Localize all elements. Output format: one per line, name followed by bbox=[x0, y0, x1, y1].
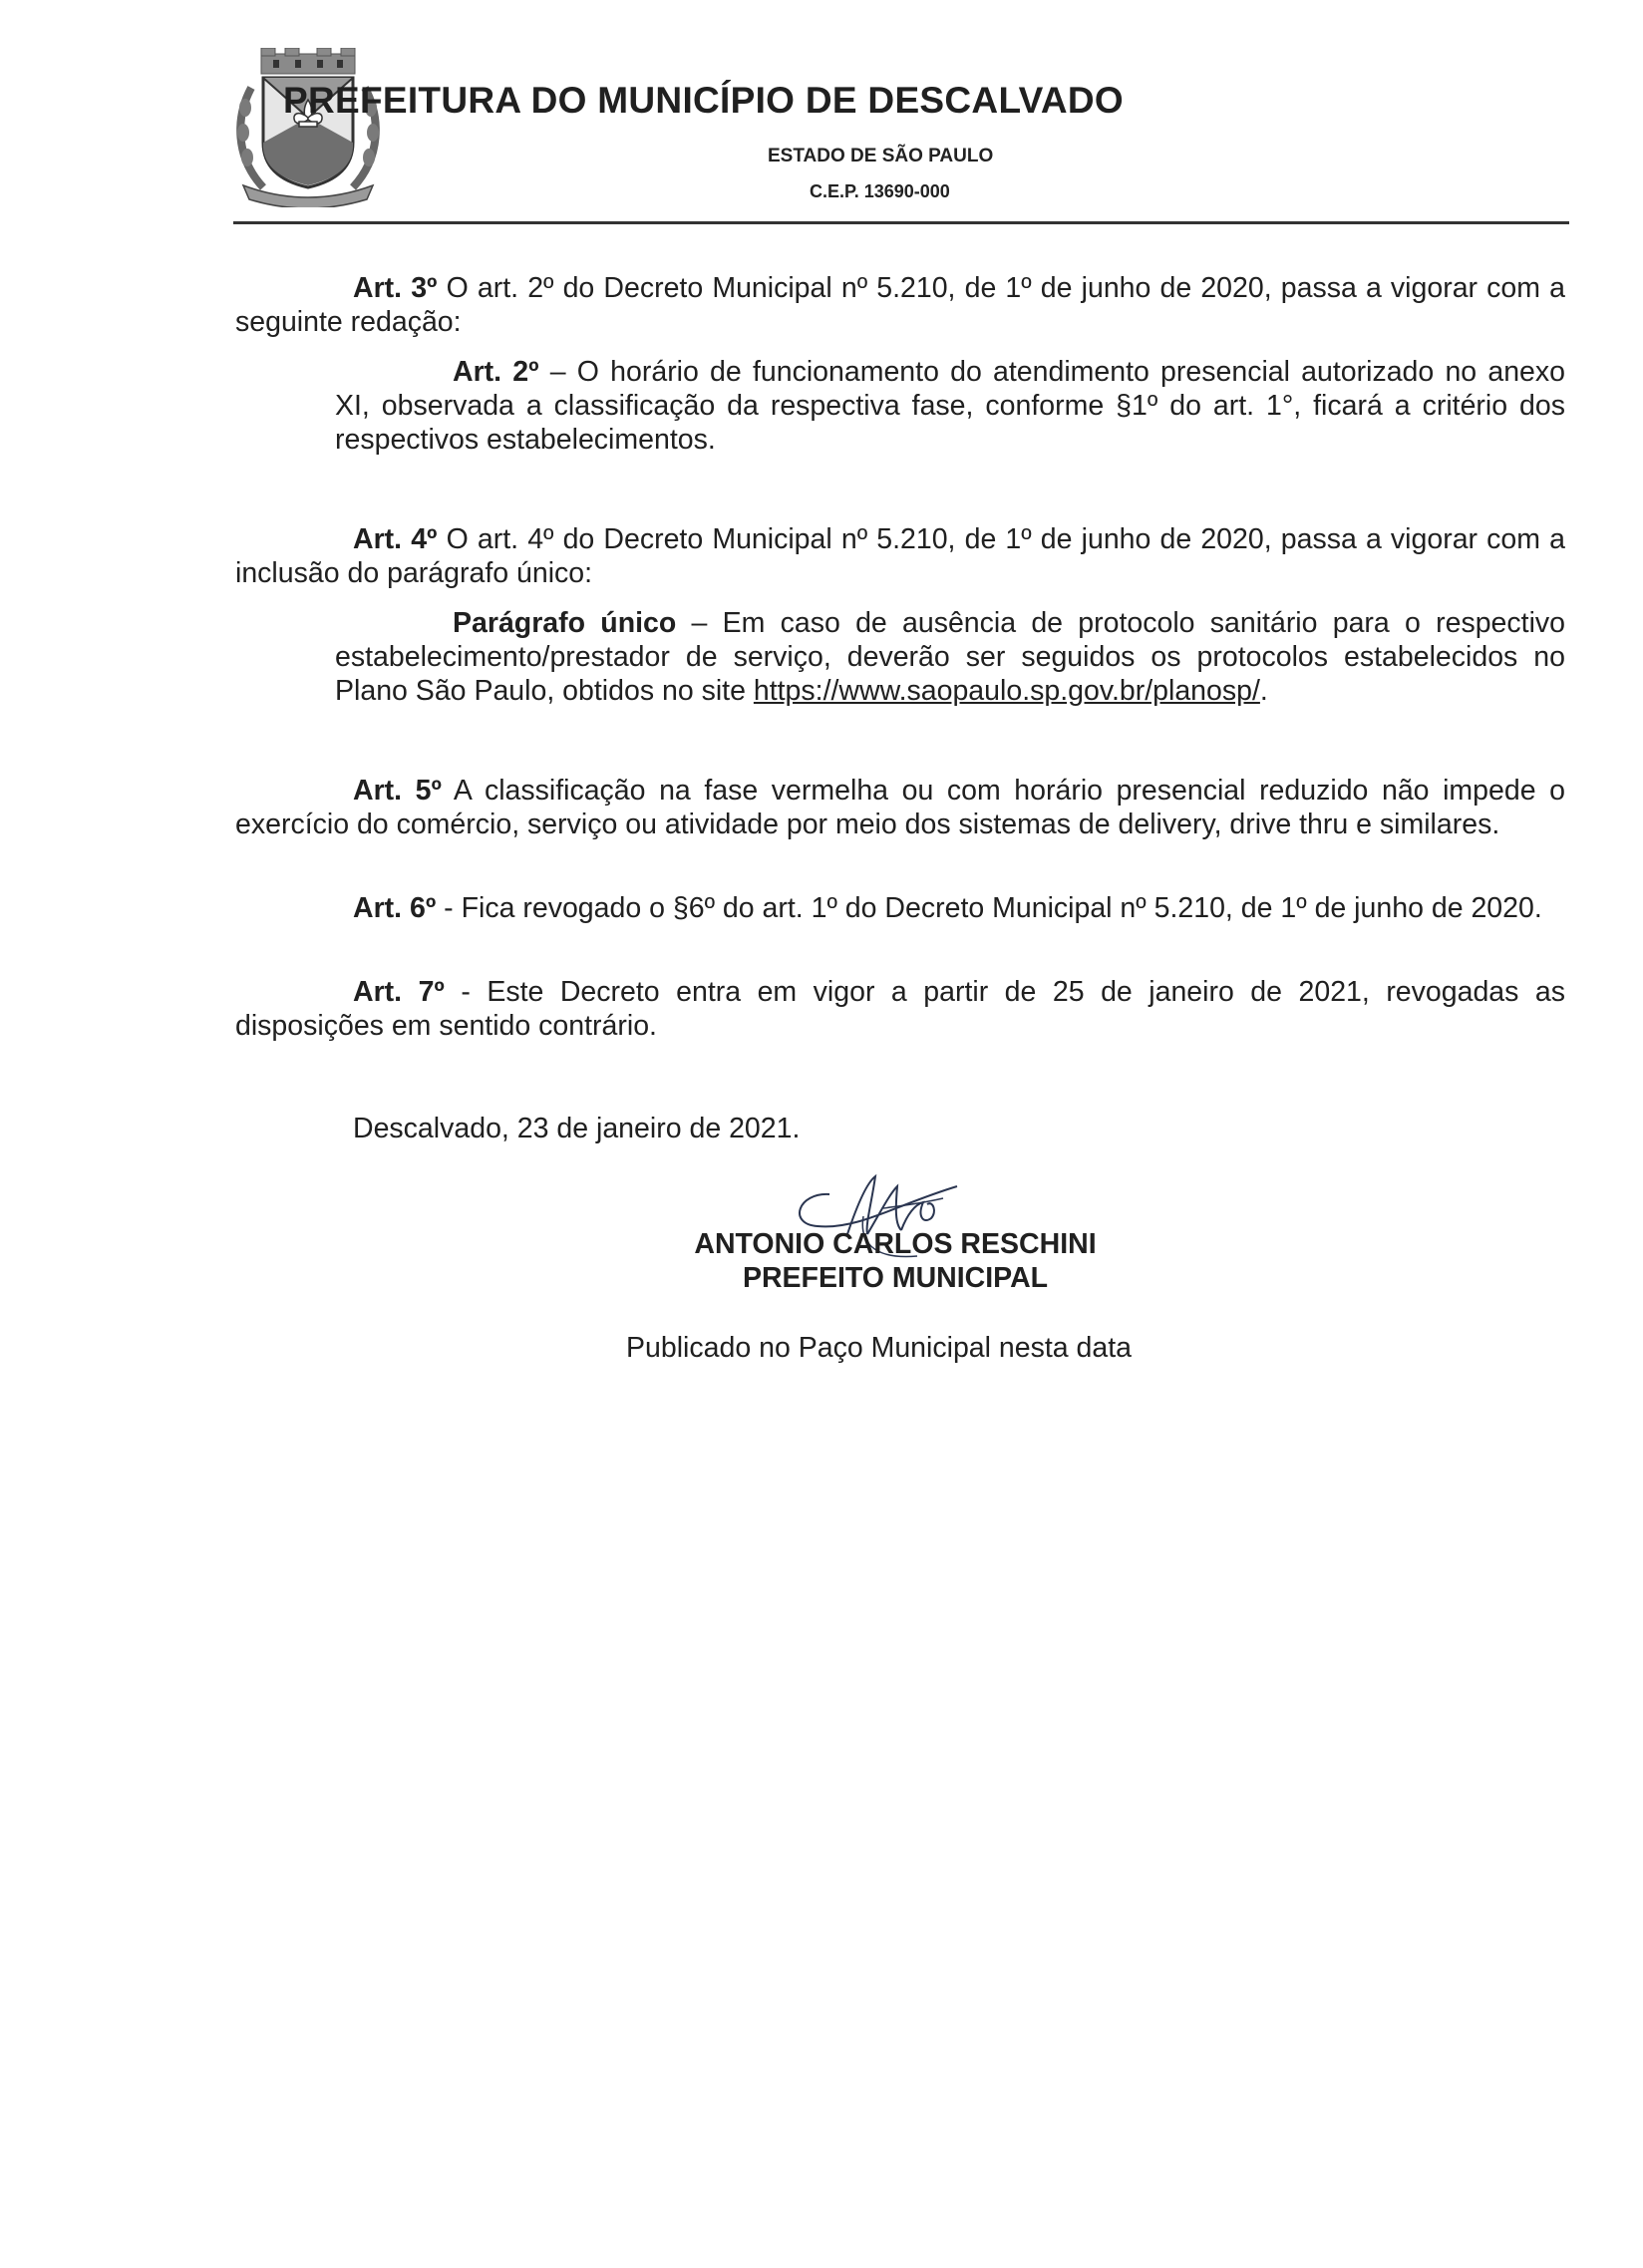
article-6 bbox=[235, 891, 1565, 925]
postal-code-line: C.E.P. 13690-000 bbox=[810, 181, 950, 201]
article-5-label: Art. 5º bbox=[353, 775, 442, 807]
article-7 bbox=[235, 975, 1565, 1043]
article-4-quote-text: – Em caso de ausência de protocolo sanitário para o respectivo estabelecimento/prestador de serviço, deverão ser seguidos os protocolos estabelecidos no Plano São Paulo, obtidos no site bbox=[335, 607, 1565, 707]
article-6-text: - Fica revogado o §6º do art. 1º do Decreto Municipal nº 5.210, de 1º de junho de 2020. bbox=[436, 892, 1542, 924]
municipality-title: PREFEITURA DO MUNICÍPIO DE DESCALVADO bbox=[283, 80, 1124, 121]
article-3-label: Art. 3º bbox=[353, 272, 438, 304]
article-7-text: - Este Decreto entra em vigor a partir de 25 de janeiro de 2021, revogadas as disposições em sentido contrário. bbox=[235, 976, 1565, 1042]
signatory-name: ANTONIO CARLOS RESCHINI bbox=[694, 1228, 1097, 1260]
municipal-coat-of-arms-icon bbox=[233, 48, 383, 207]
article-4-quoted-text bbox=[335, 606, 1565, 708]
article-4-quote-label: Parágrafo único bbox=[453, 607, 677, 639]
article-4-quote-end: . bbox=[1259, 675, 1268, 707]
date-line: Descalvado, 23 de janeiro de 2021. bbox=[353, 1113, 801, 1144]
plano-sp-link[interactable]: https://www.saopaulo.sp.gov.br/planosp/ bbox=[753, 675, 1260, 707]
article-4-text: O art. 4º do Decreto Municipal nº 5.210, de 1º de junho de 2020, passa a vigorar com a inclusão do parágrafo único: bbox=[235, 523, 1565, 589]
header-divider bbox=[233, 221, 1569, 224]
state-line: ESTADO DE SÃO PAULO bbox=[768, 146, 994, 166]
article-4 bbox=[235, 522, 1565, 590]
signatory-role: PREFEITO MUNICIPAL bbox=[742, 1262, 1049, 1294]
article-3 bbox=[235, 271, 1565, 339]
article-3-quote-text: – O horário de funcionamento do atendimento presencial autorizado no anexo XI, observada a classificação da respectiva fase, conforme §1º do art. 1°, ficará a critério dos respectivos estabelecimentos. bbox=[335, 356, 1565, 456]
article-5-text: A classificação na fase vermelha ou com horário presencial reduzido não impede o exercício do comércio, serviço ou atividade por meio dos sistemas de delivery, drive thru e similares. bbox=[235, 775, 1565, 840]
article-7-label: Art. 7º bbox=[353, 976, 445, 1008]
article-4-label: Art. 4º bbox=[353, 523, 438, 555]
article-5 bbox=[235, 774, 1565, 841]
article-3-text: O art. 2º do Decreto Municipal nº 5.210, de 1º de junho de 2020, passa a vigorar com a seguinte redação: bbox=[235, 272, 1565, 338]
article-3-quoted-text bbox=[335, 355, 1565, 457]
article-3-quote-label: Art. 2º bbox=[453, 356, 539, 388]
article-6-label: Art. 6º bbox=[353, 892, 437, 924]
publication-note: Publicado no Paço Municipal nesta data bbox=[626, 1332, 1133, 1364]
